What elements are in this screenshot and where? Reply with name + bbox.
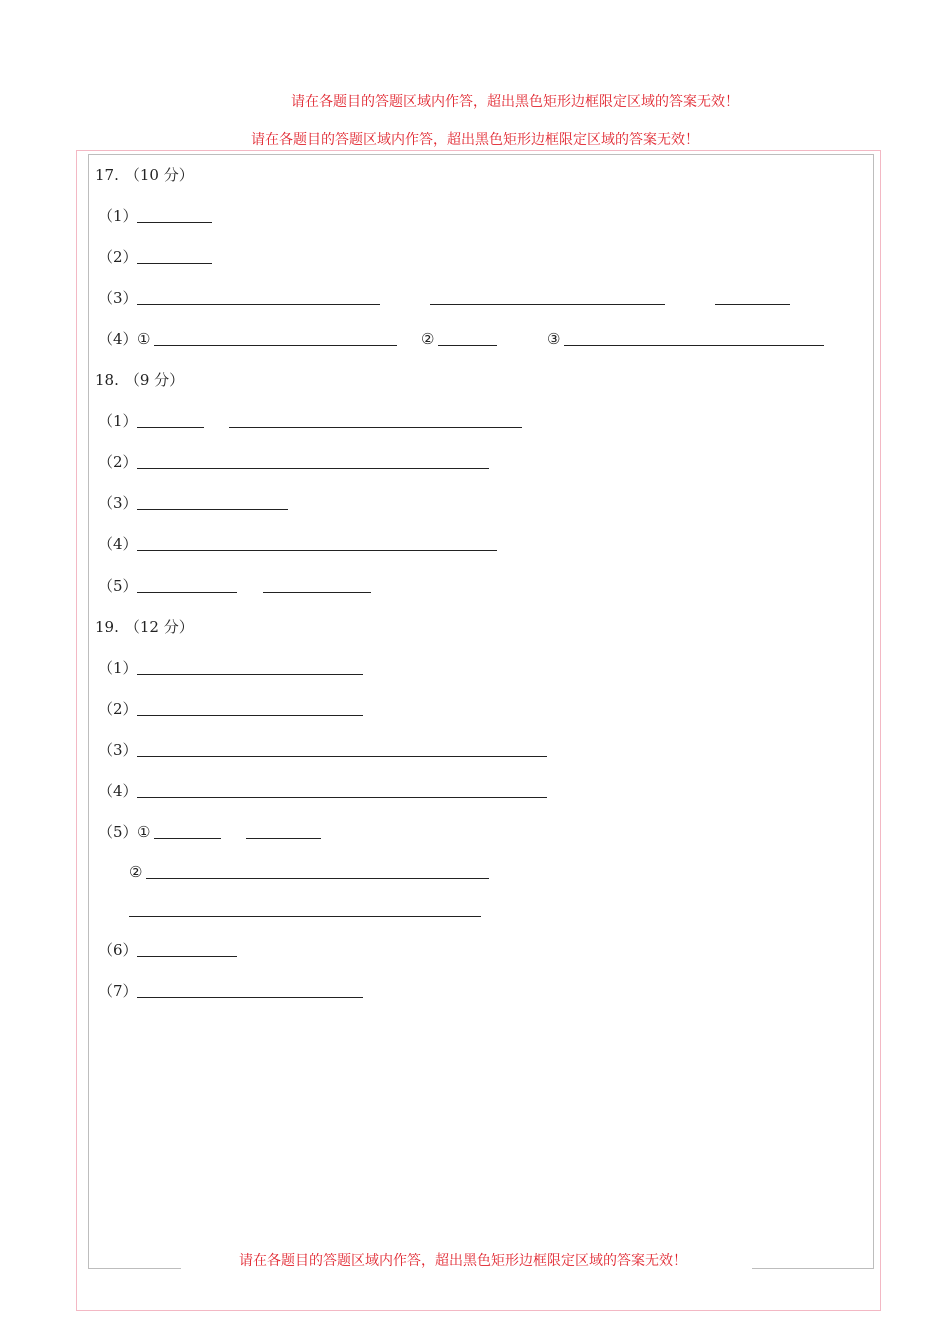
q17-part-4-label: （4） bbox=[98, 330, 138, 348]
q18-part-4-blank[interactable] bbox=[137, 550, 497, 551]
q17-part-4-circle-1: ① bbox=[137, 330, 151, 348]
q19-number: 19. bbox=[95, 618, 119, 636]
q17-part-4-blank-1[interactable] bbox=[154, 345, 397, 346]
q18-part-4-label: （4） bbox=[98, 535, 138, 553]
q18-heading bbox=[95, 371, 184, 389]
q19-part-5-label: （5） bbox=[98, 823, 138, 841]
q19-part-2-blank[interactable] bbox=[137, 715, 363, 716]
q19-part-1-label: （1） bbox=[98, 659, 138, 677]
q19-part-5-blank-2a[interactable] bbox=[146, 878, 489, 879]
q17-part-2-blank[interactable] bbox=[137, 263, 212, 264]
q18-part-5-label: （5） bbox=[98, 577, 138, 595]
notice-top-1: 请在各题目的答题区域内作答，超出黑色矩形边框限定区域的答案无效！ bbox=[291, 94, 739, 110]
q19-score: （12 分） bbox=[124, 618, 194, 636]
q17-part-3-blank-a[interactable] bbox=[137, 304, 380, 305]
q18-part-1-label: （1） bbox=[98, 412, 138, 430]
q17-part-4-blank-2[interactable] bbox=[438, 345, 497, 346]
q19-part-5-blank-1a[interactable] bbox=[154, 838, 221, 839]
q17-part-1-label: （1） bbox=[98, 207, 138, 225]
notice-top-2: 请在各题目的答题区域内作答，超出黑色矩形边框限定区域的答案无效！ bbox=[251, 132, 699, 148]
q17-part-4-circle-2: ② bbox=[421, 330, 435, 348]
q19-part-6-label: （6） bbox=[98, 941, 138, 959]
q18-score: （9 分） bbox=[124, 371, 185, 389]
q17-score: （10 分） bbox=[124, 166, 194, 184]
q19-part-5-circle-2: ② bbox=[129, 863, 143, 881]
q19-part-4-blank[interactable] bbox=[137, 797, 547, 798]
q17-number: 17. bbox=[95, 166, 119, 184]
q17-part-1-blank[interactable] bbox=[137, 222, 212, 223]
q19-part-6-blank[interactable] bbox=[137, 956, 237, 957]
q18-part-3-blank[interactable] bbox=[137, 509, 288, 510]
q19-part-3-blank[interactable] bbox=[137, 756, 547, 757]
q19-part-2-label: （2） bbox=[98, 700, 138, 718]
q19-part-1-blank[interactable] bbox=[137, 674, 363, 675]
q19-part-5-blank-1b[interactable] bbox=[246, 838, 321, 839]
answer-area-bottom-right bbox=[752, 1268, 874, 1269]
q18-part-2-blank[interactable] bbox=[137, 468, 489, 469]
q19-part-4-label: （4） bbox=[98, 782, 138, 800]
q19-part-3-label: （3） bbox=[98, 741, 138, 759]
q17-part-3-blank-c[interactable] bbox=[715, 304, 790, 305]
answer-area-border bbox=[88, 154, 874, 1268]
q19-part-5-blank-2b[interactable] bbox=[129, 916, 481, 917]
q18-part-5-blank-b[interactable] bbox=[263, 592, 371, 593]
q19-part-7-blank[interactable] bbox=[137, 997, 363, 998]
q17-part-4-circle-3: ③ bbox=[547, 330, 561, 348]
q19-part-7-label: （7） bbox=[98, 982, 138, 1000]
q18-number: 18. bbox=[95, 371, 119, 389]
q17-part-2-label: （2） bbox=[98, 248, 138, 266]
q17-part-3-label: （3） bbox=[98, 289, 138, 307]
notice-bottom: 请在各题目的答题区域内作答，超出黑色矩形边框限定区域的答案无效！ bbox=[239, 1253, 687, 1269]
q17-part-3-blank-b[interactable] bbox=[430, 304, 665, 305]
q18-part-1-blank-b[interactable] bbox=[229, 427, 522, 428]
q18-part-5-blank-a[interactable] bbox=[137, 592, 237, 593]
q17-heading bbox=[95, 166, 194, 184]
answer-area-bottom-left bbox=[88, 1268, 181, 1269]
q19-heading bbox=[95, 618, 194, 636]
q18-part-1-blank-a[interactable] bbox=[137, 427, 204, 428]
q17-part-4-blank-3[interactable] bbox=[564, 345, 824, 346]
q19-part-5-circle-1: ① bbox=[137, 823, 151, 841]
q18-part-2-label: （2） bbox=[98, 453, 138, 471]
q18-part-3-label: （3） bbox=[98, 494, 138, 512]
